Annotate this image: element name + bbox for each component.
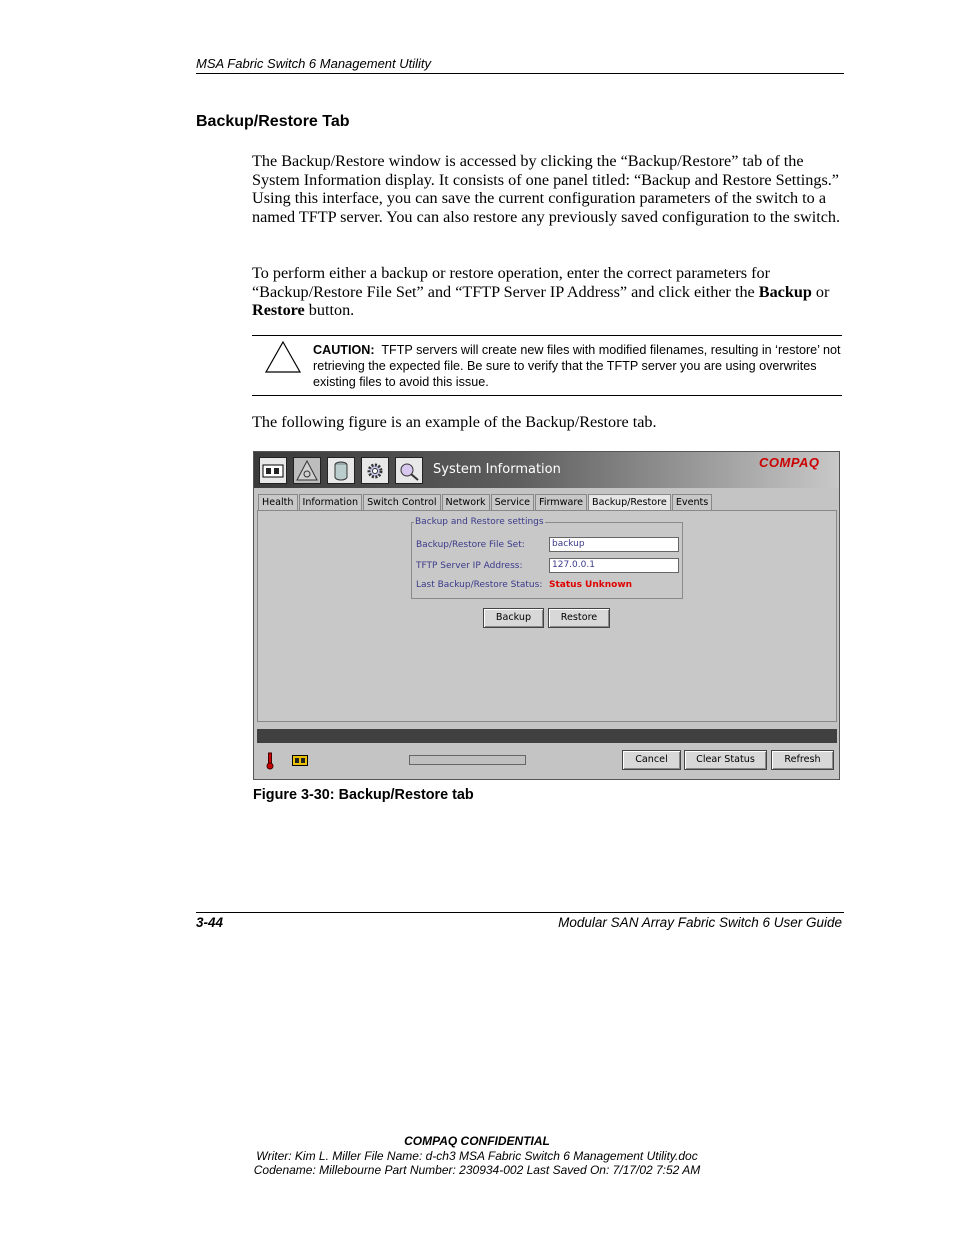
paragraph-intro: The Backup/Restore window is accessed by clicking the “Backup/Restore” tab of the System Information display. It consists of one panel titled: “Backup and Restore Settings.” Using this interface, you can save the current configuration parameters of the switch to a named TFTP server. You can also restore any previously saved configuration to the switch. xyxy=(252,152,841,226)
status-bar xyxy=(257,729,837,743)
codename-line: Codename: Millebourne Part Number: 230934-002 Last Saved On: 7/17/02 7:52 AM xyxy=(253,1163,701,1177)
status-label: Last Backup/Restore Status: xyxy=(416,580,543,590)
p2-text-mid: or xyxy=(811,282,830,301)
paragraph-figure-intro: The following figure is an example of the Backup/Restore tab. xyxy=(252,413,657,431)
tab-firmware[interactable]: Firmware xyxy=(535,494,587,510)
header-rule xyxy=(196,73,844,74)
backup-button[interactable]: Backup xyxy=(483,608,544,628)
file-set-label: Backup/Restore File Set: xyxy=(416,540,525,550)
caution-text xyxy=(313,342,843,390)
database-icon[interactable] xyxy=(327,457,355,484)
cancel-button[interactable]: Cancel xyxy=(622,750,681,770)
restore-button[interactable]: Restore xyxy=(548,608,610,628)
footer-rule xyxy=(196,912,844,913)
tftp-label: TFTP Server IP Address: xyxy=(416,561,523,571)
switch-status-icon[interactable] xyxy=(292,755,308,766)
writer-line: Writer: Kim L. Miller File Name: d-ch3 MSA Fabric Switch 6 Management Utility.doc xyxy=(256,1149,698,1163)
p2-text-start: To perform either a backup or restore operation, enter the correct parameters for “Backup/Restore File Set” and “TFTP Server IP Address” and click either the xyxy=(252,264,770,301)
confidential-label: COMPAQ CONFIDENTIAL xyxy=(404,1134,550,1148)
tab-service[interactable]: Service xyxy=(491,494,534,510)
progress-bar xyxy=(409,755,526,765)
fabric-icon[interactable] xyxy=(293,457,321,484)
gear-icon[interactable] xyxy=(361,457,389,484)
thermometer-icon[interactable] xyxy=(266,752,274,770)
running-header: MSA Fabric Switch 6 Management Utility xyxy=(196,56,432,71)
tab-switch-control[interactable]: Switch Control xyxy=(363,494,440,510)
tab-health[interactable]: Health xyxy=(258,494,298,510)
brand-logo: COMPAQ xyxy=(759,455,820,470)
figure-screenshot xyxy=(253,451,840,780)
paragraph-instructions xyxy=(252,264,844,320)
figure-caption: Figure 3-30: Backup/Restore tab xyxy=(253,787,474,803)
info-search-icon[interactable] xyxy=(395,457,423,484)
page-number: 3-44 xyxy=(196,915,224,930)
tab-events[interactable]: Events xyxy=(672,494,712,510)
tab-information[interactable]: Information xyxy=(299,494,363,510)
guide-title: Modular SAN Array Fabric Switch 6 User Guide xyxy=(558,915,842,930)
caution-body: TFTP servers will create new files with modified filenames, resulting in ‘restore’ not retrieving the expected file. Be sure to verify that the TFTP server you are using overwrites existing files to avoid this issue. xyxy=(313,343,841,389)
window-title: System Information xyxy=(433,462,561,477)
tftp-ip-input[interactable]: 127.0.0.1 xyxy=(549,558,679,573)
tab-backup-restore[interactable]: Backup/Restore xyxy=(588,494,671,511)
tab-network[interactable]: Network xyxy=(442,494,490,510)
caution-triangle-icon xyxy=(264,340,302,374)
section-heading: Backup/Restore Tab xyxy=(196,113,350,130)
switch-icon[interactable] xyxy=(259,457,287,484)
refresh-button[interactable]: Refresh xyxy=(771,750,834,770)
caution-top-rule xyxy=(252,335,842,336)
group-title: Backup and Restore settings xyxy=(415,517,544,527)
app-titlebar xyxy=(254,452,839,488)
p2-backup-bold: Backup xyxy=(758,282,812,301)
p2-text-end: button. xyxy=(304,301,355,320)
caution-bottom-rule xyxy=(252,395,842,396)
p2-restore-bold: Restore xyxy=(252,301,305,320)
caution-label: CAUTION: xyxy=(313,343,375,357)
tab-strip xyxy=(258,494,713,510)
status-value: Status Unknown xyxy=(549,580,633,590)
clear-status-button[interactable]: Clear Status xyxy=(684,750,767,770)
file-set-input[interactable]: backup xyxy=(549,537,679,552)
